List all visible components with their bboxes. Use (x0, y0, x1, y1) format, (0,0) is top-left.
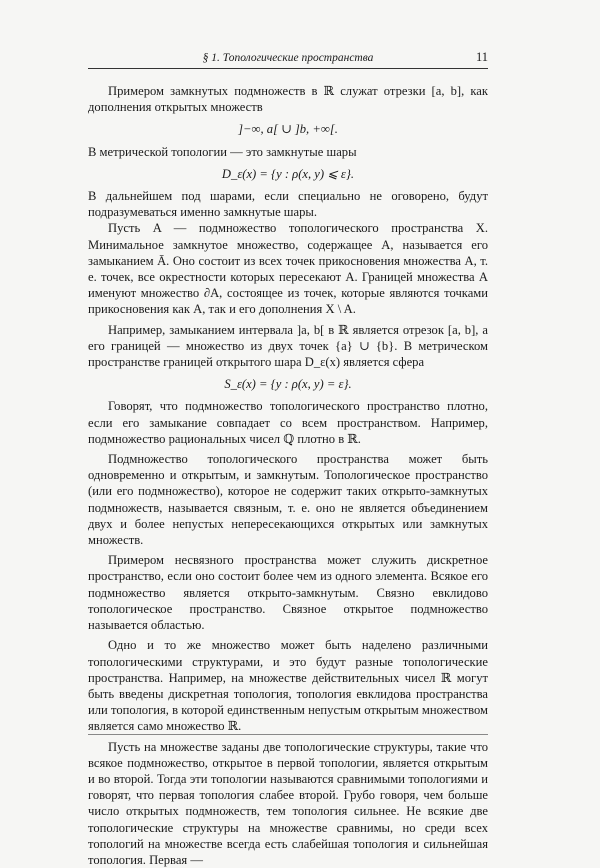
page-number: 11 (475, 50, 488, 64)
paragraph: Примером несвязного пространства может служить дискретное пространство, если оно состоит более чем из одного элемента. Всякое его подмножество является открыто-замкнутым. Связно евклидово топологическое пространство. Связное открытое подмножество называется областью. (88, 553, 488, 633)
running-header (88, 50, 488, 69)
book-page (88, 50, 488, 868)
paragraph: Одно и то же множество может быть наделено различными топологическими структурами, и это будут разные топологические пространства. Например, на множестве действительных чисел ℝ могут быть введены дискретная топология, топология евклидова пространства или топология, в которой единственным непустым открытым множеством является само множество ℝ. (88, 638, 488, 734)
paragraph: В метрической топологии — это замкнутые шары (88, 144, 357, 159)
paragraph: В дальнейшем под шарами, если специально не оговорено, будут подразумеваться именно замкнутые шары. (88, 189, 488, 220)
formula: D_ε(x) = {y : ρ(x, y) ⩽ ε}. (221, 166, 355, 181)
paragraph: Примером замкнутых подмножеств в ℝ служат отрезки [a, b], как дополнения открытых множеств (88, 84, 488, 115)
formula: S_ε(x) = {y : ρ(x, y) = ε}. (224, 377, 352, 392)
section-title: § 1. Топологические пространства (202, 52, 374, 64)
paragraph: Пусть A — подмножество топологического пространства X. Минимальное замкнутое множество, содержащее A, называется его замыканием Ā. Оно состоит из всех точек прикосновения множества A, т. е. точек, все окрестности которых пересекают A. Границей множества A именуют множество ∂A, состоящее из точек, которые являются точками прикосновения как A, так и его дополнения X \ A. (88, 221, 488, 317)
paragraph: Говорят, что подмножество топологического пространство плотно, если его замыкание совпадает со всем пространством. Например, подмножество рациональных чисел ℚ плотно в ℝ. (88, 399, 488, 446)
page-body (88, 83, 488, 868)
paragraph: Пусть на множестве заданы две топологические структуры, такие что всякое подмножество, открытое в первой топологии, является открытым и во второй. Тогда эти топологии называются сравнимыми топологиями и говорят, что первая топология слабее второй. Грубо говоря, чем больше число открытых подмножеств, тем топология сильнее. Не всякие две топологические структуры на множестве сравнимы, но среди всех топологий на множестве всегда есть слабейшая топология и сильнейшая топология. Первая — (88, 739, 488, 867)
paragraph: Подмножество топологического пространства может быть одновременно и открытым, и замкнутым. Топологическое пространство (или его подмножество), которое не содержит таких открыто-замкнутых подмножеств, называется связным, т. е. оно не является объединением двух и более непустых непересекающихся открытых или замкнутых множеств. (88, 452, 488, 548)
bottom-rule (88, 734, 488, 735)
formula: ]−∞, a[ ∪ ]b, +∞[. (238, 122, 338, 137)
paragraph: Например, замыканием интервала ]a, b[ в ℝ является отрезок [a, b], а его границей — множество из двух точек {a} ∪ {b}. В метрическом пространстве границей открытого шара D_ε(x) является сфера (88, 322, 488, 370)
